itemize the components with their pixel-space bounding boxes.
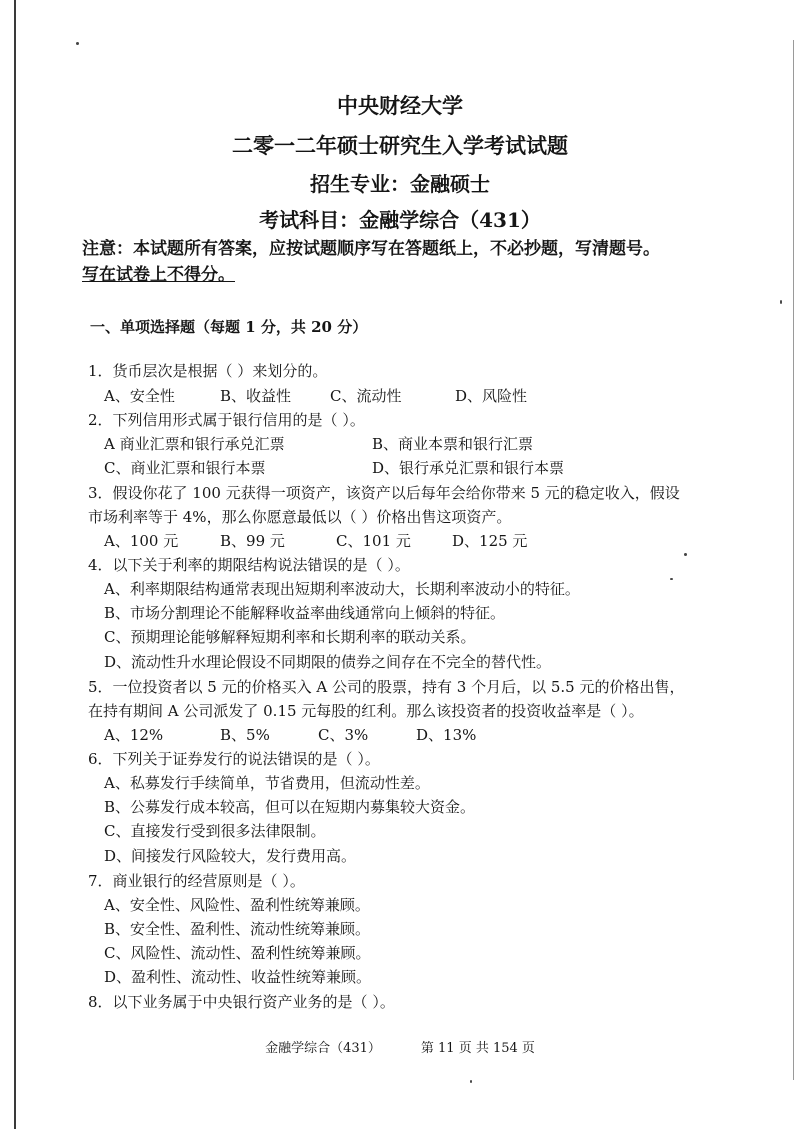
option-2d: D、银行承兑汇票和银行本票: [372, 459, 565, 477]
scan-speck: [76, 42, 79, 45]
option-2b: B、商业本票和银行汇票: [372, 435, 534, 453]
option-3c: C、101 元: [336, 532, 411, 550]
question-5: 5．一位投资者以 5 元的价格买入 A 公司的股票，持有 3 个月后，以 5.5 元的价格出售，: [88, 678, 685, 696]
option-2a: A 商业汇票和银行承兑汇票: [104, 435, 285, 453]
option-3a: A、100 元: [104, 532, 179, 550]
option-5d: D、13%: [416, 726, 477, 744]
option-6c: C、直接发行受到很多法律限制。: [104, 822, 326, 840]
major-line: 招生专业：金融硕士: [310, 172, 490, 196]
option-1c: C、流动性: [330, 387, 402, 405]
option-7b: B、安全性、盈利性、流动性统筹兼顾。: [104, 920, 371, 938]
scan-speck: [684, 553, 687, 556]
option-1d: D、风险性: [455, 387, 528, 405]
option-4a: A、利率期限结构通常表现出短期利率波动大，长期利率波动小的特征。: [104, 580, 580, 598]
option-7d: D、盈利性、流动性、收益性统筹兼顾。: [104, 968, 372, 986]
option-3d: D、125 元: [452, 532, 528, 550]
scan-speck: [670, 578, 673, 580]
option-1a: A、安全性: [104, 387, 175, 405]
section-title: 一、单项选择题（每题 1 分，共 20 分）: [90, 318, 368, 336]
university-name: 中央财经大学: [337, 93, 463, 118]
option-7c: C、风险性、流动性、盈利性统筹兼顾。: [104, 944, 371, 962]
notice-line-2: 写在试卷上不得分。: [82, 265, 235, 285]
option-4d: D、流动性升水理论假设不同期限的债券之间存在不完全的替代性。: [104, 653, 552, 671]
scan-speck: [780, 300, 782, 304]
exam-title: 二零一二年硕士研究生入学考试试题: [232, 133, 568, 158]
option-5a: A、12%: [104, 726, 164, 744]
option-6d: D、间接发行风险较大，发行费用高。: [104, 847, 357, 865]
option-2c: C、商业汇票和银行本票: [104, 459, 266, 477]
question-7: 7．商业银行的经营原则是（ ）。: [88, 872, 305, 890]
footer-subject: 金融学综合（431）: [265, 1041, 381, 1056]
option-5c: C、3%: [318, 726, 369, 744]
option-3b: B、99 元: [220, 532, 285, 550]
question-5-line-2: 在持有期间 A 公司派发了 0.15 元每股的红利。那么该投资者的投资收益率是（ ）。: [88, 702, 644, 720]
question-3-line-2: 市场利率等于 4%，那么你愿意最低以（ ）价格出售这项资产。: [88, 508, 512, 526]
option-4c: C、预期理论能够解释短期利率和长期利率的联动关系。: [104, 628, 476, 646]
question-4: 4．以下关于利率的期限结构说法错误的是（ ）。: [88, 556, 410, 574]
question-8: 8．以下业务属于中央银行资产业务的是（ ）。: [88, 993, 395, 1011]
notice-line-1: 注意：本试题所有答案，应按试题顺序写在答题纸上，不必抄题，写清题号。: [82, 239, 660, 259]
question-6: 6．下列关于证券发行的说法错误的是（ ）。: [88, 750, 380, 768]
scan-speck: [470, 1080, 472, 1083]
question-1: 1．货币层次是根据（ ）来划分的。: [88, 362, 328, 380]
option-6a: A、私募发行手续简单，节省费用，但流动性差。: [104, 774, 430, 792]
option-5b: B、5%: [220, 726, 270, 744]
subject-line: 考试科目：金融学综合（431）: [259, 208, 541, 232]
option-4b: B、市场分割理论不能解释收益率曲线通常向上倾斜的特征。: [104, 604, 506, 622]
footer-page-number: 第 11 页 共 154 页: [420, 1041, 535, 1056]
option-7a: A、安全性、风险性、盈利性统筹兼顾。: [104, 896, 370, 914]
question-3: 3．假设你花了 100 元获得一项资产，该资产以后每年会给你带来 5 元的稳定收入，假设: [88, 484, 680, 502]
question-2: 2．下列信用形式属于银行信用的是（ ）。: [88, 411, 365, 429]
page-footer: [0, 1037, 800, 1056]
option-1b: B、收益性: [220, 387, 292, 405]
option-6b: B、公募发行成本较高，但可以在短期内募集较大资金。: [104, 798, 476, 816]
